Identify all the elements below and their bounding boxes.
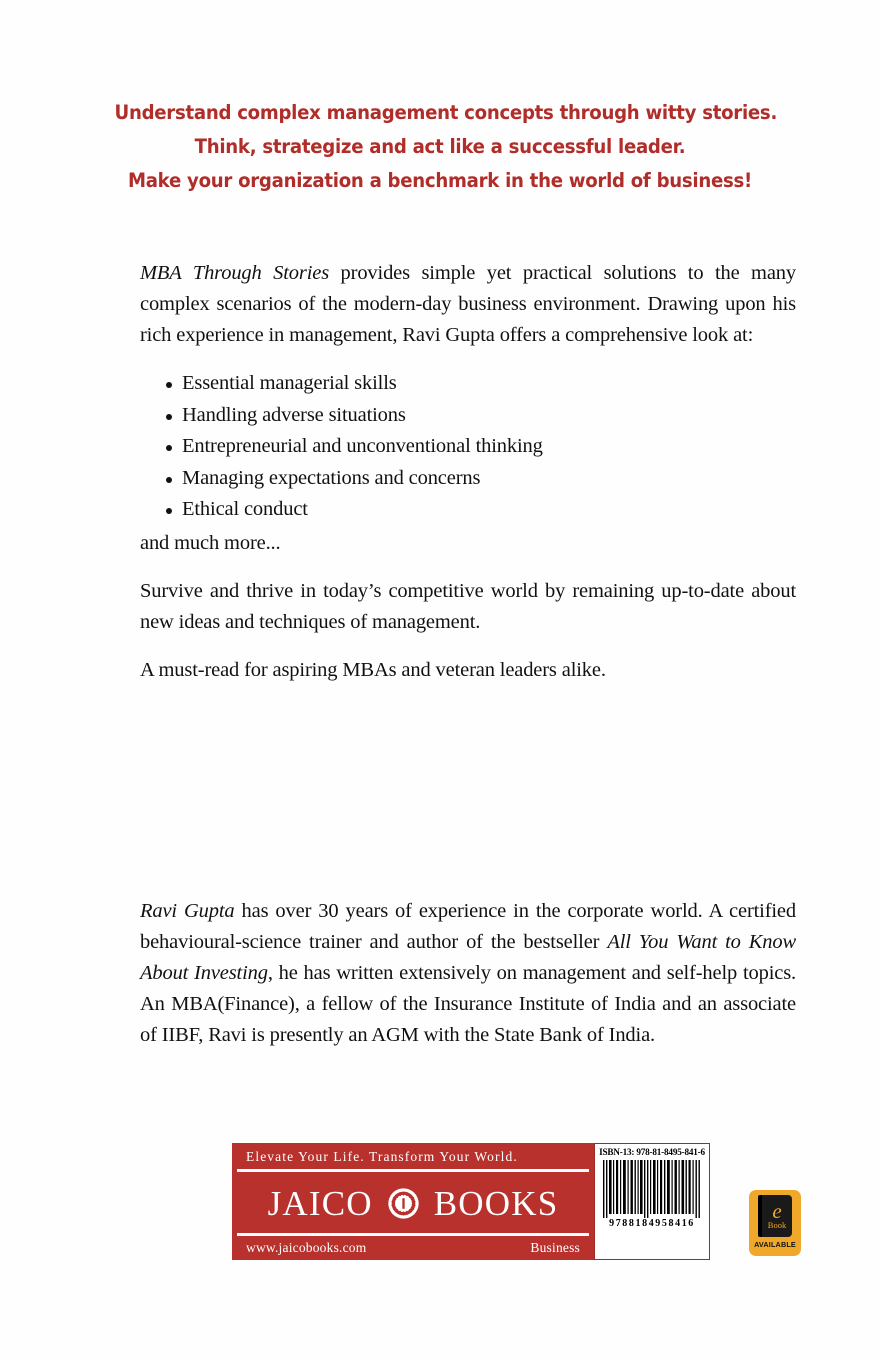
headline-block [114,96,778,198]
barcode-digits: 9788184958416 [609,1218,695,1229]
headline-line-1: Understand complex management concepts through witty stories. [114,101,778,124]
blurb-paragraph-2: Survive and thrive in today’s competitive world by remaining up-to-date about new ideas and techniques of management. [140,579,796,633]
blurb-paragraph-3: A must-read for aspiring MBAs and veteran leaders alike. [140,658,606,681]
author-bio-segment-2: , he has written extensively on management and self-help topics. An MBA(Finance), a fellow of the Insurance Institute of India and an associate of IIBF, Ravi is presently an AGM with the State Bank of India. [140,962,796,1046]
isbn-panel [594,1143,710,1260]
sun-wheel-icon [387,1187,420,1220]
publisher-bottom-row [232,1236,594,1258]
publisher-tagline: Elevate Your Life. Transform Your World. [246,1149,518,1164]
and-much-more-text: and much more... [140,531,281,554]
publisher-name-left: JAICO [267,1183,373,1223]
ebook-icon [758,1195,792,1237]
author-name: Ravi Gupta [140,900,235,922]
publisher-footer [232,1143,710,1260]
ebook-status: AVAILABLE [754,1240,796,1249]
list-item: Handling adverse situations [140,400,796,432]
ebook-word: Book [767,1220,787,1230]
blurb-paragraph-1 [140,258,796,351]
blurb-paragraph-1-rest: provides simple yet practical solutions to the many complex scenarios of the modern-day business environment. Drawing upon his rich experience in management, Ravi Gupta offers a comprehensive look at: [140,262,796,346]
list-item: Managing expectations and concerns [140,463,796,495]
book-category: Business [530,1240,580,1255]
barcode-image [602,1160,702,1218]
other-book-title: All You Want to Know About Investing [140,931,796,984]
publisher-website[interactable]: www.jaicobooks.com [246,1240,367,1255]
author-bio-segment-1: has over 30 years of experience in the corporate world. A certified behavioural-science trainer and author of the bestseller [140,900,796,953]
headline-line-2: Think, strategize and act like a successful leader. [194,135,686,158]
publisher-banner [232,1143,594,1260]
publisher-name-right: BOOKS [433,1183,559,1223]
ebook-letter: e [772,1199,782,1223]
barcode-wrapper [595,1158,709,1218]
list-item: Essential managerial skills [140,368,796,400]
blurb-block [140,258,796,703]
publisher-logo-row [232,1172,594,1233]
headline-line-3: Make your organization a benchmark in the world of business! [127,169,753,192]
list-item: Entrepreneurial and unconventional thinking [140,431,796,463]
ebook-available-badge [749,1190,801,1256]
book-title-inline: MBA Through Stories [140,262,330,284]
list-item: Ethical conduct [140,494,796,526]
isbn-label: ISBN-13: 978-81-8495-841-6 [599,1147,705,1157]
author-bio [140,896,796,1051]
feature-list [140,368,796,526]
